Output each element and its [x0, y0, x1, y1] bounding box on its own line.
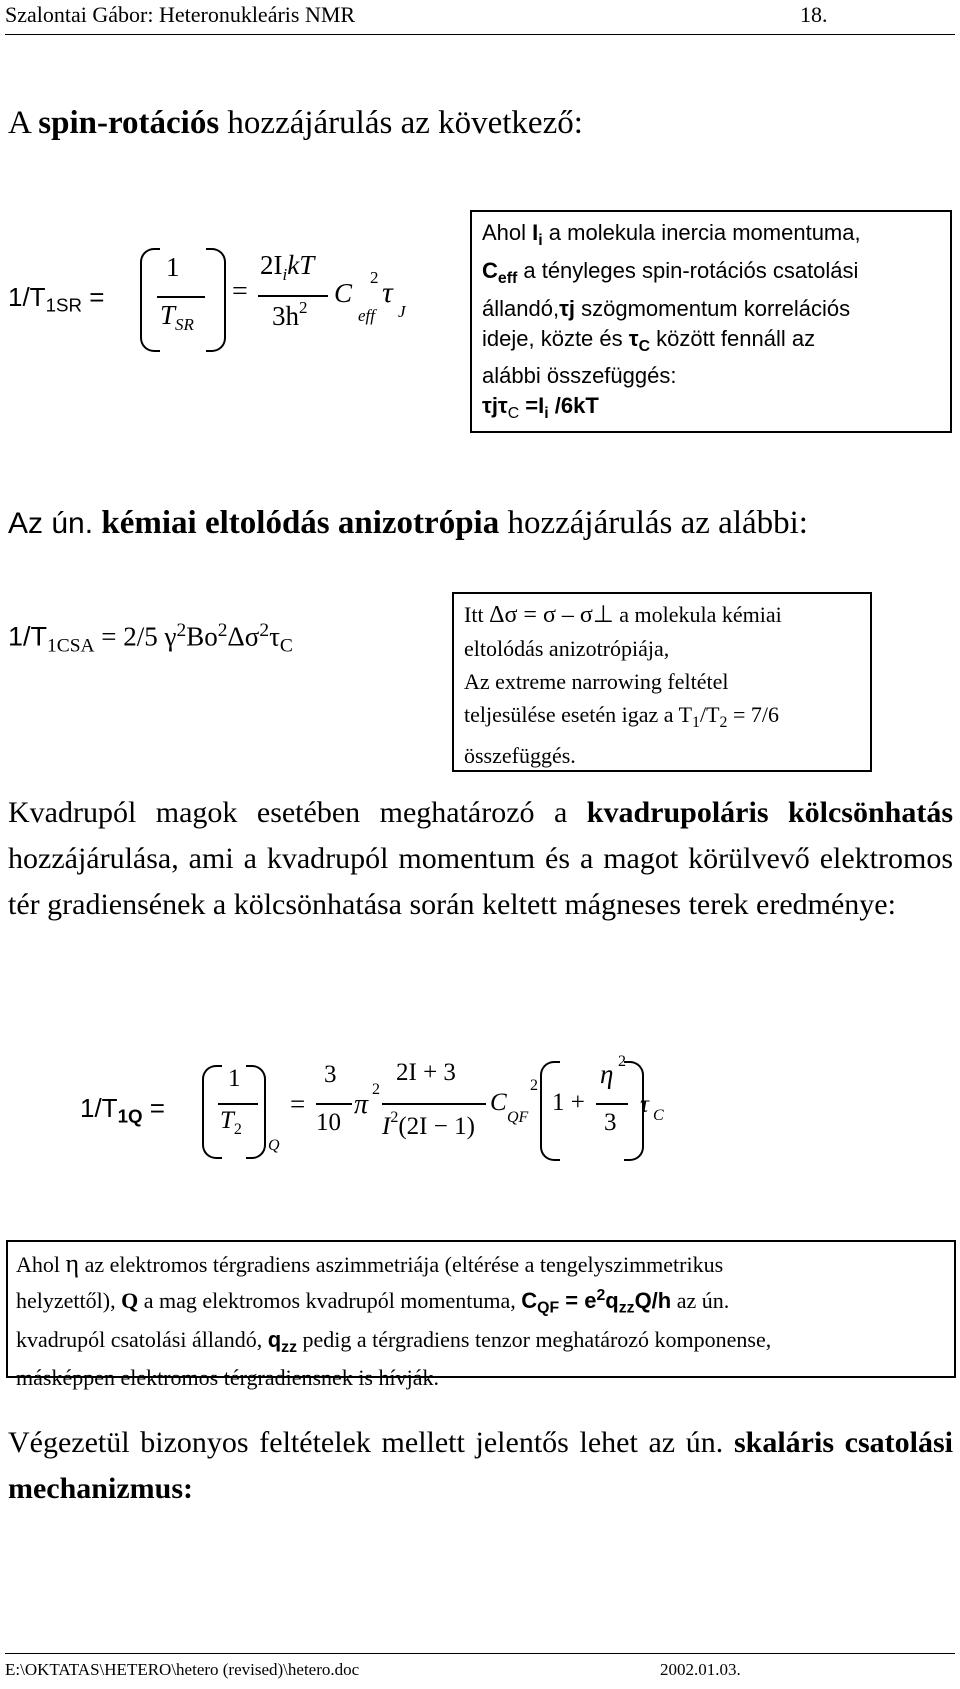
paren-subscript: Q: [268, 1137, 280, 1154]
pi-symbol: π: [354, 1089, 369, 1120]
spin-rotation-intro: A spin-rotációs hozzájárulás az következő:: [8, 105, 583, 141]
coupling-constant-sub: eff: [358, 306, 375, 325]
quadrupole-formula: [0, 1055, 960, 1175]
tau-symbol: τ: [640, 1091, 649, 1118]
fraction2-denominator: $3h^2$: [272, 298, 308, 331]
coupling-constant-sup: 2: [370, 268, 379, 287]
quadrupole-note-box: [6, 1240, 956, 1391]
fraction-denominator: $T_{SR}$: [160, 300, 194, 334]
header-title: Szalontai Gábor: Heteronukleáris NMR: [5, 2, 356, 27]
note-line: Ahol η az elektromos térgradiens aszimmetriája (eltérése a tengelyszimmetrikus: [16, 1249, 724, 1278]
note-line: teljesülése esetén igaz a $T_1/T_2 = 7/6$: [464, 702, 779, 731]
left-paren: [140, 248, 160, 352]
right-paren: [206, 248, 226, 352]
fraction-denominator: $T_2$: [220, 1107, 242, 1138]
pi-sup: 2: [372, 1081, 380, 1098]
eta-sup: 2: [618, 1053, 626, 1070]
spin-rotation-term: spin-rotációs: [38, 105, 220, 141]
note-line: összefüggés.: [464, 742, 576, 768]
note-line: Itt Δσ = σ – σ⊥ a molekula kémiai: [464, 602, 782, 628]
fraction4-denominator: 3: [604, 1109, 617, 1136]
fraction-bar: [157, 296, 205, 298]
coupling-constant: C: [334, 278, 353, 308]
note-line: alábbi összefüggés:: [482, 363, 677, 389]
fraction3-numerator: 2I + 3: [396, 1059, 456, 1086]
footer-rule: [5, 1653, 955, 1654]
note-line: $C_{eff}$ a tényleges spin-rotációs csatolási: [482, 257, 859, 287]
footer-file-path: E:\OKTATAS\HETERO\hetero (revised)\hetero.doc: [5, 1660, 360, 1679]
note-line: kvadrupól csatolási állandó, $q_{zz}$ pedig a térgradiens tenzor meghatározó komponense,: [16, 1326, 772, 1356]
csa-intro: Az ún. kémiai eltolódás anizotrópia hozzájárulás az alábbi:: [8, 505, 808, 541]
fraction3-denominator: $I^2(2I - 1)$: [382, 1109, 475, 1140]
equals-sign: =: [232, 276, 248, 307]
note-line: ideje, közte és $\tau_C$ között fennáll az: [482, 325, 816, 355]
fraction2-numerator: $2I_ikT$: [260, 250, 315, 284]
note-line: $\tau j\tau_C =I_i$ /6kT: [482, 393, 599, 422]
tau-symbol: τ: [382, 276, 393, 309]
fraction-numerator: 1: [228, 1065, 241, 1092]
csa-formula: $1/T_{1CSA} = 2/5$ $\gamma^2Bo^2\Delta\sigma^2\tau_C$: [8, 620, 293, 657]
fraction-numerator: 1: [166, 252, 180, 282]
quadrupole-term: kvadrupoláris kölcsönhatás: [586, 796, 953, 829]
note-line: állandó,τj szögmomentum korrelációs: [482, 295, 851, 321]
csa-term: kémiai eltolódás anizotrópia: [101, 505, 500, 541]
page-footer: [5, 1660, 955, 1684]
one-plus: 1 +: [552, 1089, 585, 1116]
spin-rotation-formula: [0, 240, 470, 370]
eta-symbol: η: [600, 1059, 614, 1089]
csa-note-box: [452, 592, 872, 772]
coupling-constant-sub: QF: [507, 1109, 529, 1126]
header-rule: [5, 34, 955, 35]
formula-lhs: $1/T_{1SR}$ =: [8, 282, 105, 316]
fraction3-bar: [382, 1103, 486, 1105]
tau-sub: J: [398, 302, 406, 321]
footer-date: 2002.01.03.: [660, 1660, 741, 1679]
page-number: 18.: [800, 2, 828, 27]
fraction2-numerator: 3: [324, 1061, 337, 1088]
left-paren: [202, 1065, 222, 1159]
fraction2-denominator: 10: [316, 1109, 341, 1136]
right-paren: [246, 1065, 266, 1159]
note-line: Az extreme narrowing feltétel: [464, 669, 729, 694]
note-line: másképpen elektromos térgradiensnek is hívják.: [16, 1365, 439, 1391]
note-line: Ahol $I_i$ a molekula inercia momentuma,: [482, 220, 861, 249]
page-header: [5, 2, 955, 32]
fraction2-bar: [258, 295, 328, 297]
coupling-constant-sup: 2: [530, 1077, 538, 1094]
fraction2-bar: [316, 1103, 352, 1105]
quadrupole-paragraph: Kvadrupól magok esetében meghatározó a kvadrupoláris kölcsönhatás hozzájárulása, ami a kvadrupól momentum és a magot körülvevő elektromos tér gradiensének a kölcsönhatása során keltett mágneses terek eredménye:: [8, 796, 953, 921]
scalar-coupling-paragraph: Végezetül bizonyos feltételek mellett jelentős lehet az ún. skaláris csatolási mechanizmus:: [8, 1426, 953, 1505]
formula-lhs: $1/T_{1Q}$ =: [80, 1093, 165, 1127]
scalar-coupling-term: skaláris csatolási mechanizmus:: [8, 1426, 953, 1505]
spin-rotation-note-box: [470, 210, 952, 433]
equals-sign: =: [290, 1089, 306, 1119]
note-line: eltolódás anizotrópiája,: [464, 636, 670, 661]
tau-sub: C: [653, 1107, 664, 1124]
coupling-constant: C: [490, 1089, 507, 1116]
note-line: helyzettől), Q a mag elektromos kvadrupól momentuma, $C_{QF} = e^2q_{zz}Q/h$ az ún.: [16, 1287, 730, 1317]
